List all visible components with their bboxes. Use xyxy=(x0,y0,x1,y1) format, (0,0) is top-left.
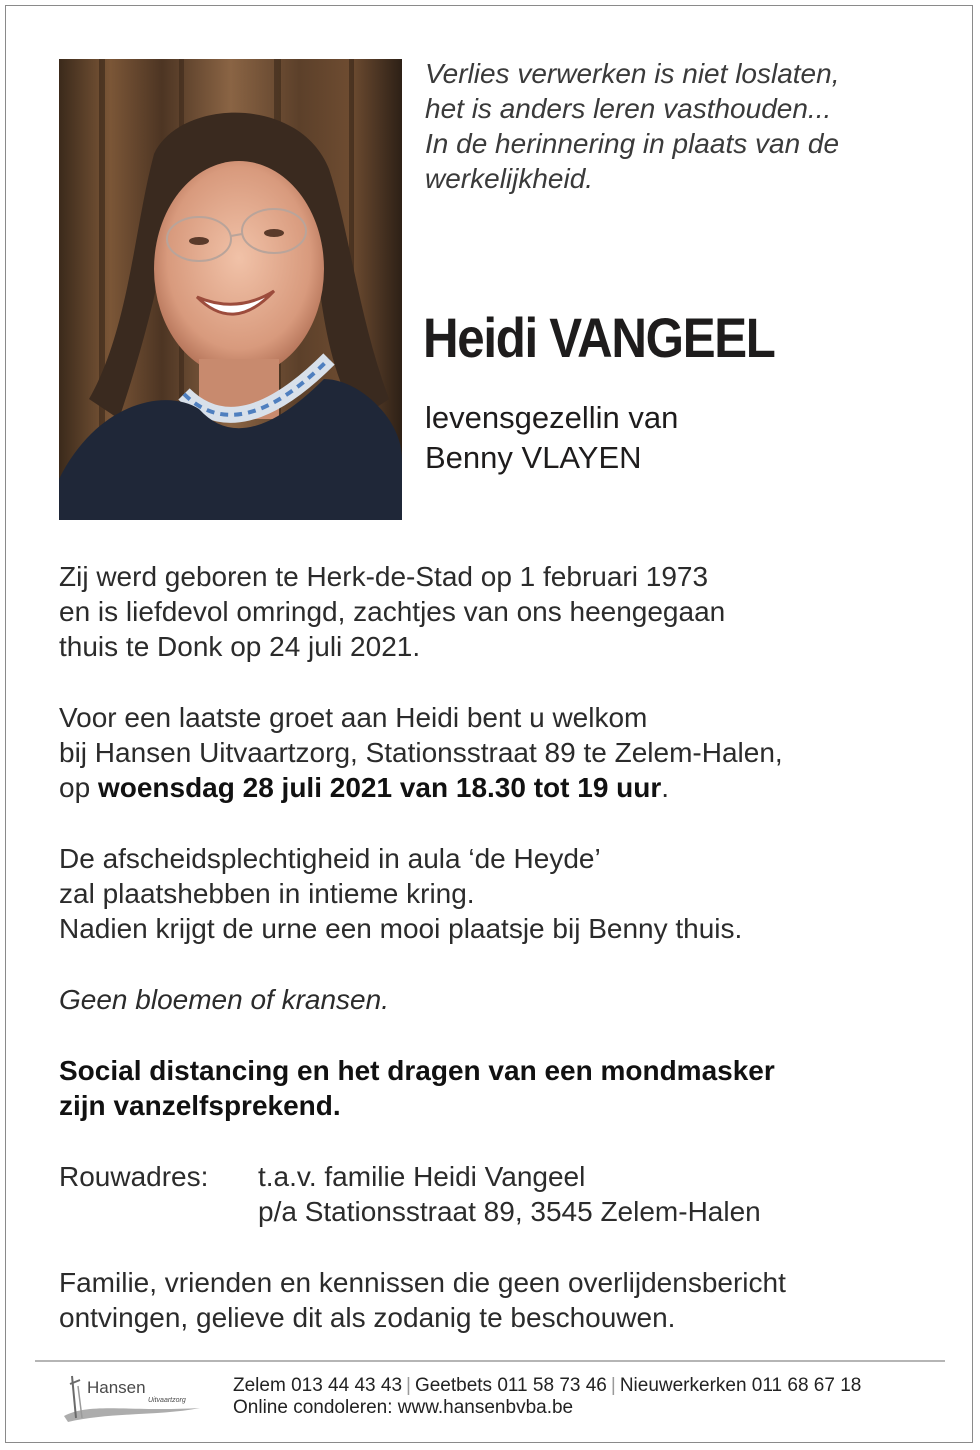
mourning-address-line xyxy=(59,1159,939,1194)
visitation-prefix: op xyxy=(59,772,98,803)
visitation-suffix: . xyxy=(661,772,670,803)
deceased-name: Heidi VANGEEL xyxy=(423,306,775,369)
no-flowers-note: Geen bloemen of kransen. xyxy=(59,984,389,1015)
relation-text: levensgezellin van xyxy=(425,400,679,435)
ceremony-line: Nadien krijgt de urne een mooi plaatsje bij Benny thuis. xyxy=(59,913,743,944)
closing-line: Familie, vrienden en kennissen die geen overlijdensbericht xyxy=(59,1267,786,1298)
mourning-address-recipient: t.a.v. familie Heidi Vangeel xyxy=(258,1161,586,1192)
online-condolence[interactable]: Online condoleren: www.hansenbvba.be xyxy=(233,1397,574,1418)
portrait-photo xyxy=(59,59,402,520)
logo-name: Hansen xyxy=(87,1378,146,1397)
relation-block xyxy=(425,398,678,478)
birth-death-line: en is liefdevol omringd, zachtjes van ons heengegaan xyxy=(59,596,726,627)
memorial-poem xyxy=(425,56,945,196)
office-geetbets: Geetbets 011 58 73 46 xyxy=(414,1375,607,1396)
covid-notice-line: Social distancing en het dragen van een mondmasker xyxy=(59,1055,775,1086)
partner-name: Benny VLAYEN xyxy=(425,440,642,475)
poem-line: het is anders leren vasthouden... xyxy=(425,93,832,124)
poem-line: werkelijkheid. xyxy=(425,163,594,194)
footer-contact xyxy=(233,1375,861,1419)
logo-subtitle: Uitvaartzorg xyxy=(148,1397,186,1404)
closing-line: ontvingen, gelieve dit als zodanig te beschouwen. xyxy=(59,1302,676,1333)
covid-notice-line: zijn vanzelfsprekend. xyxy=(59,1090,341,1121)
hansen-logo xyxy=(60,1372,210,1424)
announcement-body xyxy=(59,559,939,1335)
office-nieuwerkerken: Nieuwerkerken 011 68 67 18 xyxy=(619,1375,862,1396)
portrait-illustration xyxy=(59,59,402,520)
ceremony-line: De afscheidsplechtigheid in aula ‘de Heyde’ xyxy=(59,843,601,874)
mourning-address-street: p/a Stationsstraat 89, 3545 Zelem-Halen xyxy=(258,1196,761,1227)
mourning-address-label: Rouwadres: xyxy=(59,1161,209,1192)
footer-divider xyxy=(35,1360,945,1362)
mourning-address-line xyxy=(59,1194,939,1229)
poem-line: Verlies verwerken is niet loslaten, xyxy=(425,58,840,89)
office-zelem: Zelem 013 44 43 43 xyxy=(233,1375,403,1396)
visitation-line: bij Hansen Uitvaartzorg, Stationsstraat 89 te Zelem-Halen, xyxy=(59,737,783,768)
office-phones: Zelem 013 44 43 43 | Geetbets 011 58 73 46 | Nieuwerkerken 011 68 67 18 xyxy=(233,1375,862,1396)
birth-death-line: Zij werd geboren te Herk-de-Stad op 1 februari 1973 xyxy=(59,561,709,592)
visitation-date: woensdag 28 juli 2021 van 18.30 tot 19 uur xyxy=(97,772,662,803)
poem-line: In de herinnering in plaats van de xyxy=(425,128,840,159)
ceremony-line: zal plaatshebben in intieme kring. xyxy=(59,878,475,909)
birth-death-line: thuis te Donk op 24 juli 2021. xyxy=(59,631,421,662)
visitation-date-line xyxy=(59,770,939,805)
visitation-line: Voor een laatste groet aan Heidi bent u welkom xyxy=(59,702,648,733)
